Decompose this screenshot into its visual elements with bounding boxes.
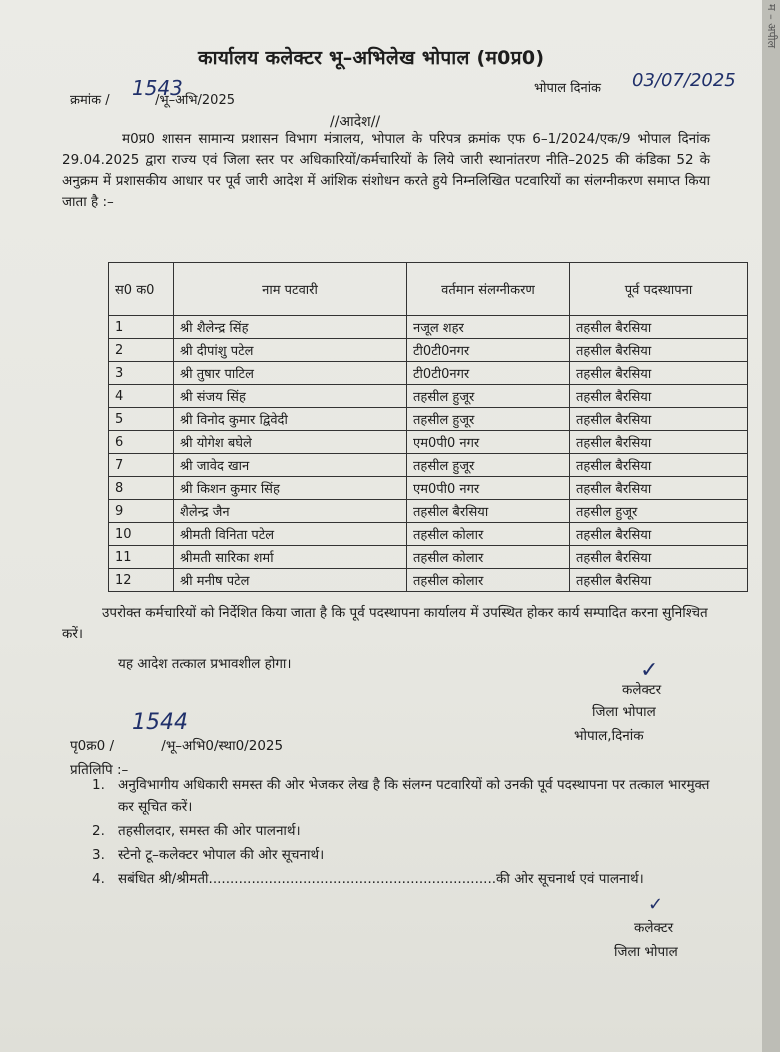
cell-previous-posting: तहसील बैरसिया — [570, 385, 748, 408]
order-number: क्रमांक / /भू–अभि/2025 — [70, 93, 235, 108]
cell-current-attachment: तहसील बैरसिया — [407, 500, 570, 523]
handwritten-order-number: 1543 — [132, 76, 183, 100]
cell-serial: 5 — [109, 408, 174, 431]
cell-serial: 7 — [109, 454, 174, 477]
signatory-title: कलेक्टर — [622, 682, 662, 698]
list-item-number: 3. — [92, 847, 105, 863]
cell-name: श्री जावेद खान — [174, 454, 407, 477]
cell-previous-posting: तहसील बैरसिया — [570, 546, 748, 569]
endorsement-number: पृ0क्र0 / /भू–अभि0/स्था0/2025 — [70, 738, 284, 754]
effective-line: यह आदेश तत्काल प्रभावशील होगा। — [118, 656, 292, 672]
cell-serial: 4 — [109, 385, 174, 408]
cell-current-attachment: नजूल शहर — [407, 316, 570, 339]
list-item — [92, 868, 712, 890]
cell-serial: 2 — [109, 339, 174, 362]
cell-previous-posting: तहसील बैरसिया — [570, 339, 748, 362]
cell-previous-posting: तहसील बैरसिया — [570, 316, 748, 339]
cell-name: श्री संजय सिंह — [174, 385, 407, 408]
cell-previous-posting: तहसील बैरसिया — [570, 431, 748, 454]
cell-previous-posting: तहसील बैरसिया — [570, 477, 748, 500]
table-row — [109, 500, 748, 523]
cell-name: शैलेन्द्र जैन — [174, 500, 407, 523]
edge-text: म – अपील — [765, 4, 778, 49]
order-number-label: क्रमांक — [70, 93, 102, 108]
col-serial: स0 क0 — [109, 263, 174, 316]
table-row — [109, 477, 748, 500]
date-label: भोपाल दिनांक — [534, 81, 602, 96]
table-row — [109, 385, 748, 408]
list-item-number: 2. — [92, 823, 105, 839]
list-item-text: स्टेनो टू–कलेक्टर भोपाल की ओर सूचनार्थ। — [118, 847, 325, 863]
order-number-suffix: /भू–अभि/2025 — [155, 93, 235, 108]
cell-name: श्री शैलेन्द्र सिंह — [174, 316, 407, 339]
cell-current-attachment: तहसील हुजूर — [407, 385, 570, 408]
cell-serial: 3 — [109, 362, 174, 385]
col-current-attachment: वर्तमान संलग्नीकरण — [407, 263, 570, 316]
cell-current-attachment: तहसील कोलार — [407, 523, 570, 546]
table-row — [109, 431, 748, 454]
instruction-paragraph: उपरोक्त कर्मचारियों को निर्देशित किया जाता है कि पूर्व पदस्थापना कार्यालय में उपस्थित होकर कार्य सम्पादित करना सुनिश्चित करें। — [62, 605, 708, 642]
cell-previous-posting: तहसील बैरसिया — [570, 569, 748, 592]
cell-name: श्री विनोद कुमार द्विवेदी — [174, 408, 407, 431]
cell-previous-posting: तहसील बैरसिया — [570, 454, 748, 477]
table-row — [109, 362, 748, 385]
cell-serial: 10 — [109, 523, 174, 546]
cell-previous-posting: तहसील बैरसिया — [570, 362, 748, 385]
list-item — [92, 820, 712, 842]
signature-mark: ✓ — [640, 658, 659, 683]
col-name: नाम पटवारी — [174, 263, 407, 316]
copy-to-list — [92, 774, 712, 892]
table-row — [109, 546, 748, 569]
cell-serial: 11 — [109, 546, 174, 569]
signature-mark-2: ✓ — [648, 894, 664, 915]
handwritten-endorsement-number: 1544 — [132, 710, 188, 735]
table-row — [109, 454, 748, 477]
handwritten-date: 03/07/2025 — [632, 70, 736, 91]
list-item — [92, 774, 712, 818]
table-header-row — [109, 263, 748, 316]
cell-current-attachment: तहसील कोलार — [407, 569, 570, 592]
signatory-title-2: कलेक्टर — [634, 920, 674, 936]
col-previous-posting: पूर्व पदस्थापना — [570, 263, 748, 316]
endorsement-suffix: /भू–अभि0/स्था0/2025 — [161, 738, 284, 754]
endorsement-label: पृ0क्र0 — [70, 738, 106, 754]
order-paragraph: म0प्र0 शासन सामान्य प्रशासन विभाग मंत्रालय, भोपाल के परिपत्र क्रमांक एफ 6–1/2024/एक/9 भोपाल दिनांक 29.04.2025 द्वारा राज्य एवं जिला स्तर पर अधिकारियों/कर्मचारियों के लिये जारी स्थानांतरण नीति–2025 की कंडिका 52 के अनुक्रम में प्रशासकीय आधार पर पूर्व जारी आदेश में आंशिक संशोधन करते हुये निम्नलिखित पटवारियों का संलग्नीकरण समाप्त किया जाता है :– — [62, 131, 710, 210]
table-row — [109, 316, 748, 339]
order-heading: //आदेश// — [330, 114, 381, 130]
table-row — [109, 569, 748, 592]
table-row — [109, 523, 748, 546]
cell-serial: 12 — [109, 569, 174, 592]
cell-name: श्री किशन कुमार सिंह — [174, 477, 407, 500]
list-item-text: अनुविभागीय अधिकारी समस्त की ओर भेजकर लेख है कि संलग्न पटवारियों को उनकी पूर्व पदस्थापना पर तत्काल भारमुक्त कर सूचित करें। — [118, 777, 710, 815]
cell-name: श्री दीपांशु पटेल — [174, 339, 407, 362]
list-item-text: सबंधित श्री/श्रीमती...................................................................की ओर सूचनार्थ एवं पालनार्थ। — [118, 871, 644, 887]
signatory-district: जिला भोपाल — [592, 704, 656, 720]
cell-current-attachment: एम0पी0 नगर — [407, 431, 570, 454]
cell-previous-posting: तहसील बैरसिया — [570, 523, 748, 546]
cell-serial: 9 — [109, 500, 174, 523]
patwari-table — [108, 262, 748, 592]
cell-name: श्री मनीष पटेल — [174, 569, 407, 592]
copy-to-heading: प्रतिलिपि :– — [70, 762, 129, 778]
adjacent-page-edge — [762, 0, 780, 1052]
signatory-district-2: जिला भोपाल — [614, 944, 678, 960]
cell-current-attachment: तहसील हुजूर — [407, 408, 570, 431]
cell-serial: 1 — [109, 316, 174, 339]
cell-previous-posting: तहसील बैरसिया — [570, 408, 748, 431]
cell-current-attachment: एम0पी0 नगर — [407, 477, 570, 500]
cell-serial: 6 — [109, 431, 174, 454]
cell-current-attachment: तहसील कोलार — [407, 546, 570, 569]
list-item-number: 4. — [92, 871, 105, 887]
list-item-number: 1. — [92, 777, 105, 793]
table-row — [109, 339, 748, 362]
cell-current-attachment: टी0टी0नगर — [407, 339, 570, 362]
list-item-text: तहसीलदार, समस्त की ओर पालनार्थ। — [118, 823, 301, 839]
table-row — [109, 408, 748, 431]
cell-previous-posting: तहसील हुजूर — [570, 500, 748, 523]
list-item — [92, 844, 712, 866]
cell-serial: 8 — [109, 477, 174, 500]
signatory-date: भोपाल,दिनांक — [574, 728, 644, 744]
cell-name: श्रीमती विनिता पटेल — [174, 523, 407, 546]
cell-current-attachment: टी0टी0नगर — [407, 362, 570, 385]
cell-name: श्री तुषार पाटिल — [174, 362, 407, 385]
cell-current-attachment: तहसील हुजूर — [407, 454, 570, 477]
cell-name: श्रीमती सारिका शर्मा — [174, 546, 407, 569]
office-title: कार्यालय कलेक्टर भू–अभिलेख भोपाल (म0प्र0) — [198, 47, 545, 69]
cell-name: श्री योगेश बघेले — [174, 431, 407, 454]
